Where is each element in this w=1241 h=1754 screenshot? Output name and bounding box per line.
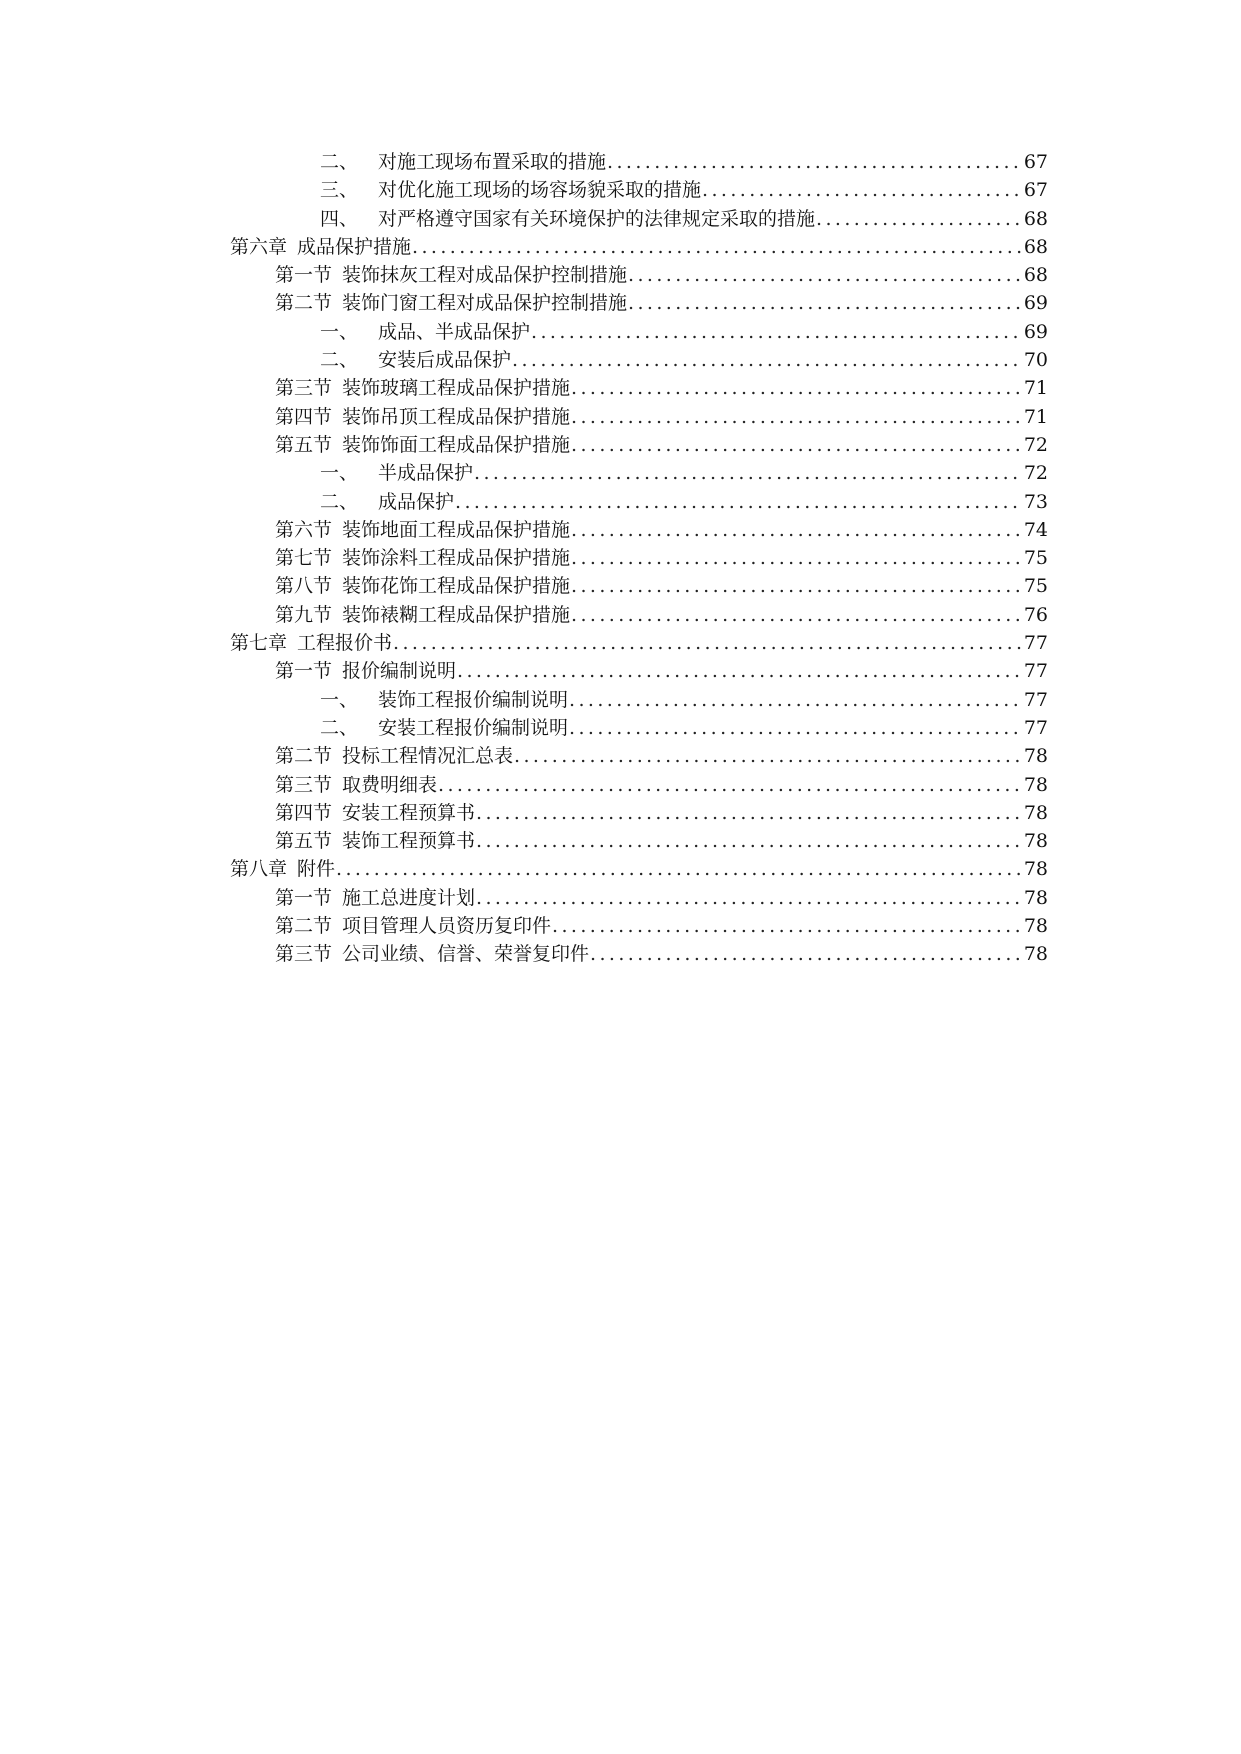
table-of-contents <box>230 148 1048 969</box>
entry-title: 半成品保护 <box>378 462 474 485</box>
entry-number: 第六节 <box>275 518 333 541</box>
entry-number: 第四节 <box>275 801 333 824</box>
entry-number: 第六章 <box>230 235 288 258</box>
toc-entry[interactable] <box>230 431 1048 459</box>
dot-leader <box>590 940 1023 968</box>
toc-entry[interactable] <box>230 572 1048 600</box>
entry-number: 第五节 <box>275 830 333 853</box>
entry-number: 第三节 <box>275 773 333 796</box>
entry-number: 第一节 <box>275 264 333 287</box>
entry-number: 第二节 <box>275 292 333 315</box>
toc-entry[interactable] <box>230 771 1048 799</box>
entry-number: 第三节 <box>275 943 333 966</box>
dot-leader <box>569 686 1023 714</box>
toc-entry[interactable] <box>230 686 1048 714</box>
toc-entry[interactable] <box>230 488 1048 516</box>
entry-number: 第九节 <box>275 603 333 626</box>
entry-page-number: 78 <box>1023 915 1048 938</box>
toc-entry[interactable] <box>230 346 1048 374</box>
entry-title: 装饰门窗工程对成品保护控制措施 <box>342 292 628 315</box>
entry-title: 对优化施工现场的场容场貌采取的措施 <box>378 179 702 202</box>
entry-title: 工程报价书 <box>297 632 393 655</box>
entry-page-number: 68 <box>1023 264 1048 287</box>
dot-leader <box>393 629 1023 657</box>
entry-page-number: 78 <box>1023 858 1048 881</box>
dot-leader <box>571 572 1023 600</box>
dot-leader <box>457 657 1023 685</box>
entry-title: 装饰涂料工程成品保护措施 <box>342 547 571 570</box>
dot-leader <box>816 205 1023 233</box>
toc-entry[interactable] <box>230 855 1048 883</box>
toc-entry[interactable] <box>230 403 1048 431</box>
entry-page-number: 71 <box>1023 405 1048 428</box>
dot-leader <box>571 431 1023 459</box>
entry-number: 第四节 <box>275 405 333 428</box>
toc-entry[interactable] <box>230 827 1048 855</box>
toc-entry[interactable] <box>230 289 1048 317</box>
entry-title: 附件 <box>297 858 336 881</box>
entry-number: 一、 <box>320 320 359 343</box>
entry-page-number: 77 <box>1023 660 1048 683</box>
entry-title: 公司业绩、信誉、荣誉复印件 <box>342 943 590 966</box>
toc-entry[interactable] <box>230 205 1048 233</box>
entry-page-number: 75 <box>1023 547 1048 570</box>
entry-number: 三、 <box>320 179 359 202</box>
dot-leader <box>514 742 1023 770</box>
entry-page-number: 73 <box>1023 490 1048 513</box>
entry-title: 装饰饰面工程成品保护措施 <box>342 433 571 456</box>
toc-entry[interactable] <box>230 374 1048 402</box>
entry-number: 一、 <box>320 688 359 711</box>
entry-title: 安装工程报价编制说明 <box>378 716 569 739</box>
toc-entry[interactable] <box>230 884 1048 912</box>
entry-title: 装饰抹灰工程对成品保护控制措施 <box>342 264 628 287</box>
dot-leader <box>512 346 1023 374</box>
entry-number: 第五节 <box>275 433 333 456</box>
dot-leader <box>474 459 1023 487</box>
entry-title: 装饰地面工程成品保护措施 <box>342 518 571 541</box>
entry-page-number: 75 <box>1023 575 1048 598</box>
entry-number: 第二节 <box>275 745 333 768</box>
entry-number: 第七章 <box>230 632 288 655</box>
entry-page-number: 78 <box>1023 830 1048 853</box>
dot-leader <box>552 912 1023 940</box>
entry-number: 一、 <box>320 462 359 485</box>
entry-page-number: 78 <box>1023 745 1048 768</box>
entry-title: 安装工程预算书 <box>342 801 476 824</box>
toc-entry[interactable] <box>230 544 1048 572</box>
entry-title: 装饰吊顶工程成品保护措施 <box>342 405 571 428</box>
entry-page-number: 72 <box>1023 433 1048 456</box>
entry-page-number: 76 <box>1023 603 1048 626</box>
entry-page-number: 67 <box>1023 179 1048 202</box>
toc-entry[interactable] <box>230 318 1048 346</box>
toc-entry[interactable] <box>230 233 1048 261</box>
dot-leader <box>571 601 1023 629</box>
entry-title: 取费明细表 <box>342 773 438 796</box>
dot-leader <box>412 233 1023 261</box>
entry-title: 项目管理人员资历复印件 <box>342 915 552 938</box>
toc-entry[interactable] <box>230 176 1048 204</box>
toc-entry[interactable] <box>230 799 1048 827</box>
entry-number: 第一节 <box>275 660 333 683</box>
entry-number: 第七节 <box>275 547 333 570</box>
entry-page-number: 69 <box>1023 320 1048 343</box>
dot-leader <box>455 488 1023 516</box>
entry-title: 成品、半成品保护 <box>378 320 531 343</box>
entry-page-number: 70 <box>1023 349 1048 372</box>
dot-leader <box>476 884 1023 912</box>
toc-entry[interactable] <box>230 714 1048 742</box>
entry-title: 投标工程情况汇总表 <box>342 745 514 768</box>
entry-number: 第八章 <box>230 858 288 881</box>
entry-page-number: 78 <box>1023 886 1048 909</box>
entry-page-number: 68 <box>1023 207 1048 230</box>
entry-page-number: 69 <box>1023 292 1048 315</box>
dot-leader <box>438 771 1023 799</box>
entry-page-number: 77 <box>1023 632 1048 655</box>
entry-title: 装饰工程报价编制说明 <box>378 688 569 711</box>
entry-number: 第三节 <box>275 377 333 400</box>
entry-number: 二、 <box>320 151 359 173</box>
dot-leader <box>628 261 1023 289</box>
dot-leader <box>571 516 1023 544</box>
dot-leader <box>628 289 1023 317</box>
dot-leader <box>571 403 1023 431</box>
toc-entry[interactable] <box>230 912 1048 940</box>
entry-title: 成品保护 <box>378 490 455 513</box>
dot-leader <box>607 148 1023 176</box>
toc-entry[interactable] <box>230 657 1048 685</box>
entry-number: 第二节 <box>275 915 333 938</box>
toc-entry[interactable] <box>230 629 1048 657</box>
dot-leader <box>476 827 1023 855</box>
entry-page-number: 77 <box>1023 716 1048 739</box>
entry-page-number: 72 <box>1023 462 1048 485</box>
entry-page-number: 74 <box>1023 518 1048 541</box>
entry-number: 第一节 <box>275 886 333 909</box>
entry-title: 对严格遵守国家有关环境保护的法律规定采取的措施 <box>378 207 816 230</box>
entry-title: 装饰裱糊工程成品保护措施 <box>342 603 571 626</box>
dot-leader <box>336 855 1023 883</box>
dot-leader <box>476 799 1023 827</box>
entry-title: 成品保护措施 <box>297 235 412 258</box>
entry-page-number: 78 <box>1023 943 1048 966</box>
entry-title: 装饰玻璃工程成品保护措施 <box>342 377 571 400</box>
dot-leader <box>571 374 1023 402</box>
entry-page-number: 67 <box>1023 151 1048 173</box>
entry-title: 安装后成品保护 <box>378 349 512 372</box>
toc-entry[interactable] <box>230 742 1048 770</box>
entry-title: 报价编制说明 <box>342 660 457 683</box>
dot-leader <box>569 714 1023 742</box>
toc-entry[interactable] <box>230 261 1048 289</box>
dot-leader <box>531 318 1023 346</box>
toc-entry[interactable] <box>230 459 1048 487</box>
entry-number: 二、 <box>320 349 359 372</box>
toc-entry[interactable] <box>230 601 1048 629</box>
dot-leader <box>571 544 1023 572</box>
entry-number: 第八节 <box>275 575 333 598</box>
entry-number: 二、 <box>320 716 359 739</box>
entry-page-number: 68 <box>1023 235 1048 258</box>
toc-entry[interactable] <box>230 516 1048 544</box>
entry-page-number: 78 <box>1023 801 1048 824</box>
toc-entry[interactable] <box>230 148 1048 176</box>
entry-title: 装饰花饰工程成品保护措施 <box>342 575 571 598</box>
dot-leader <box>702 176 1023 204</box>
toc-entry[interactable] <box>230 940 1048 968</box>
entry-page-number: 71 <box>1023 377 1048 400</box>
entry-title: 对施工现场布置采取的措施 <box>378 151 607 173</box>
entry-number: 四、 <box>320 207 359 230</box>
entry-page-number: 78 <box>1023 773 1048 796</box>
entry-title: 装饰工程预算书 <box>342 830 476 853</box>
entry-page-number: 77 <box>1023 688 1048 711</box>
entry-title: 施工总进度计划 <box>342 886 476 909</box>
entry-number: 二、 <box>320 490 359 513</box>
